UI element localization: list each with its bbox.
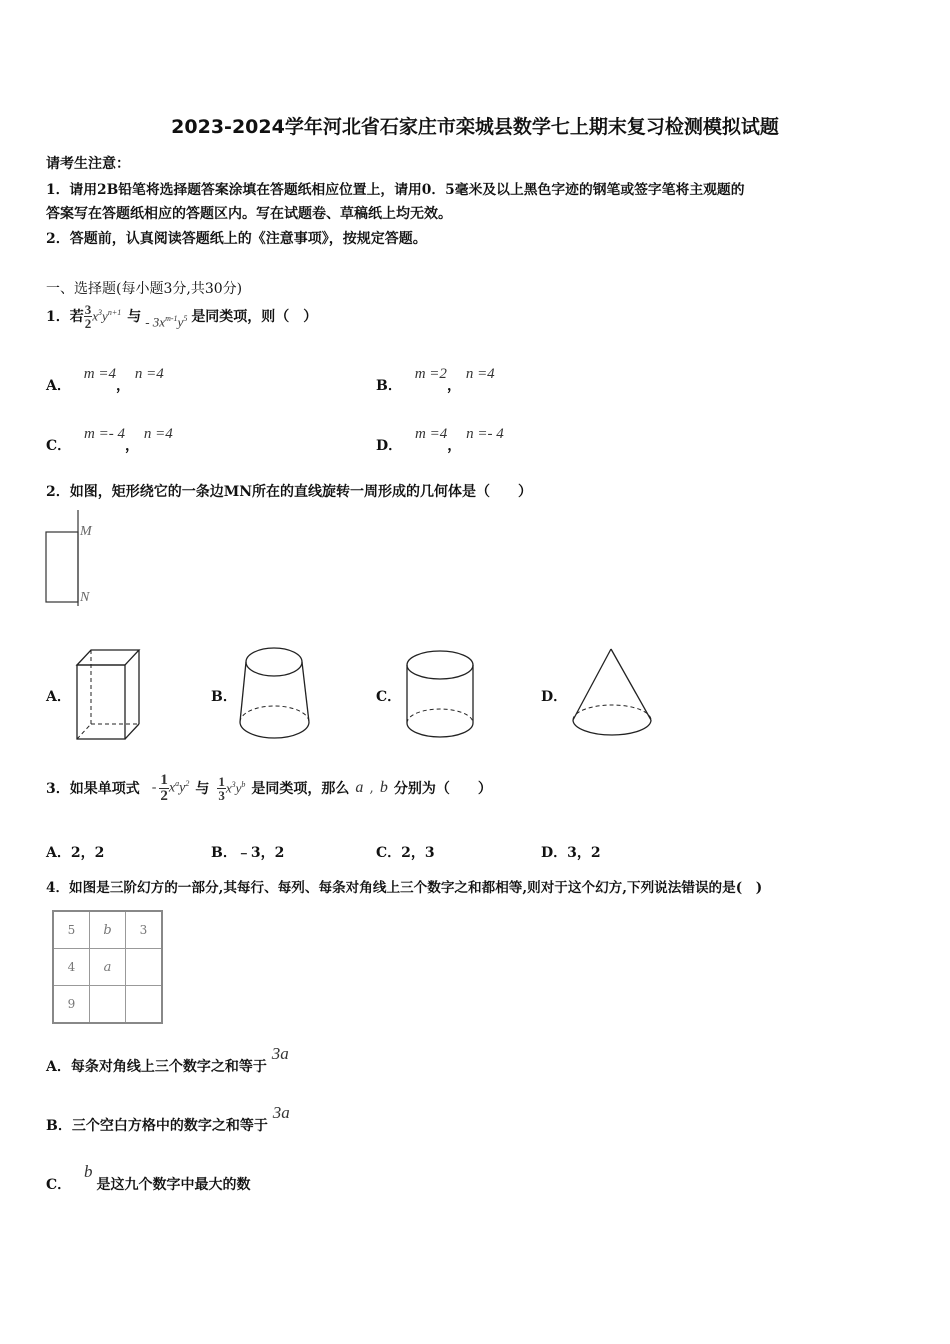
option-text: 每条对角线上三个数字之和等于 [70, 1059, 267, 1075]
option-label: A． [46, 845, 71, 861]
option-label: B． [376, 378, 402, 394]
option-text: 3，2 [567, 845, 601, 861]
q3-fraction-1 [159, 773, 169, 804]
q3-option-c[interactable] [376, 842, 435, 862]
comma: ， [446, 378, 461, 394]
option-label: A． [46, 378, 71, 394]
q1-term1-vars: $x^3y^{n+1}$ [92, 308, 122, 324]
q1-frac-num: 3 [84, 301, 92, 317]
q3-term2-vars: $x^3y^b$ [225, 779, 246, 796]
q3-option-a[interactable] [46, 842, 104, 862]
grid-cell: b [90, 911, 126, 949]
q3-frac2-den: 3 [218, 787, 225, 803]
option-label: A． [46, 1059, 71, 1075]
q3-prefix: 3．如果单项式 [46, 781, 140, 797]
grid-cell: 9 [53, 986, 90, 1024]
q1-a-m: m =4 [83, 366, 116, 382]
notice-line-3: 2．答题前，认真阅读答题纸上的《注意事项》，按规定答题。 [46, 231, 427, 247]
q1-option-b[interactable] [376, 366, 495, 395]
question-2: 2．如图，矩形绕它的一条边MN所在的直线旋转一周形成的几何体是（ ） [46, 484, 533, 500]
option-label: C． [46, 438, 72, 454]
grid-cell: 3 [126, 911, 163, 949]
grid-cell: a [90, 949, 126, 986]
grid-cell: 4 [53, 949, 90, 986]
q4-c-math: b [84, 1162, 93, 1181]
q2-prism-icon [74, 648, 144, 744]
q2-label-n: N [80, 590, 90, 605]
q3-minus: - [151, 780, 157, 795]
q2-frustum-icon [236, 645, 316, 745]
q1-term2: - $3x^{m-1}y^5$ [145, 314, 188, 330]
option-text: 2，3 [401, 845, 435, 861]
magic-square-grid [52, 910, 163, 1024]
q1-fraction [84, 303, 93, 330]
q3-frac2-num: 1 [218, 773, 225, 789]
q2-cylinder-icon [403, 645, 483, 745]
q3-fraction-2 [217, 775, 226, 802]
q3-var-b: b [379, 779, 388, 796]
notice-line-1: 1．请用2B铅笔将选择题答案涂填在答题纸相应位置上，请用0．5毫米及以上黑色字迹的钢笔或签字笔将主观题的 [46, 182, 745, 198]
q1-d-m: m =4 [415, 426, 448, 442]
q3-frac1-den: 2 [160, 787, 168, 804]
comma: ， [447, 438, 462, 454]
q1-term2-coef: - 3x [145, 314, 166, 330]
q3-option-d[interactable] [541, 842, 601, 862]
q1-mid: 与 [127, 309, 142, 326]
notice-line-2: 答案写在答题纸相应的答题区内。写在试题卷、草稿纸上均无效。 [46, 206, 452, 222]
option-text: 是这九个数字中最大的数 [96, 1177, 251, 1193]
question-3: 3．如果单项式 - $\frac{1}{2}$ $x^ay^2$ 与 $\frac{1}{3}$ $x^3y^b$ 是同类项，那么 a , b 分别为（ ） [46, 771, 492, 804]
option-label: B． [211, 845, 237, 861]
section-heading: 一、选择题(每小题3分,共30分) [46, 281, 243, 297]
q2-rectangle-figure [40, 508, 110, 608]
q3-mid: 与 [195, 781, 210, 797]
grid-cell [90, 986, 126, 1024]
q4-option-b[interactable] [46, 1103, 290, 1135]
grid-cell [126, 949, 163, 986]
q3-suffix-a: 是同类项，那么 [251, 781, 350, 797]
q1-option-d[interactable] [376, 426, 504, 455]
q2-cone-icon [569, 645, 659, 745]
q1-frac-den: 2 [84, 315, 92, 331]
q1-c-n: n =4 [143, 426, 173, 442]
q4-b-math: 3a [272, 1103, 290, 1122]
q3-frac1-num: 1 [160, 771, 168, 788]
option-label: C． [46, 1177, 72, 1193]
q4-option-c[interactable] [46, 1162, 251, 1194]
question-4: 4．如图是三阶幻方的一部分,其每行、每列、每条对角线上三个数字之和都相等,则对于这个幻方,下列说法错误的是( ) [46, 880, 763, 896]
page-title: 2023-2024学年河北省石家庄市栾城县数学七上期末复习检测模拟试题 [171, 116, 779, 138]
q1-option-c[interactable] [46, 426, 173, 455]
q1-b-m: m =2 [414, 366, 447, 382]
q3-suffix-b: 分别为（ ） [393, 781, 492, 797]
option-text: 2，2 [70, 845, 105, 861]
q1-option-a[interactable] [46, 366, 164, 395]
comma: ， [124, 438, 139, 454]
q4-option-a[interactable] [46, 1044, 289, 1076]
q3-option-b[interactable] [211, 842, 284, 862]
q2-option-a-label[interactable]: A． [46, 689, 71, 705]
q1-suffix: 是同类项，则（ ） [191, 309, 318, 326]
option-label: D． [376, 438, 403, 454]
notice-heading: 请考生注意： [46, 156, 130, 172]
q1-b-n: n =4 [465, 366, 495, 382]
option-label: D． [541, 845, 568, 861]
q2-label-m: M [80, 524, 92, 539]
option-label: B． [46, 1118, 72, 1134]
q3-term1-vars: $x^ay^2$ [168, 779, 190, 796]
option-text: ﹣3，2 [236, 845, 285, 861]
q1-prefix: 1．若 [46, 309, 84, 326]
q1-a-n: n =4 [134, 366, 164, 382]
q4-a-math: 3a [271, 1044, 289, 1063]
option-label: C． [376, 845, 402, 861]
q2-option-d-label[interactable]: D． [541, 689, 568, 705]
q1-c-m: m =- 4 [84, 426, 125, 442]
question-1 [46, 302, 317, 330]
q3-var-a: a [355, 779, 364, 796]
q2-option-b-label[interactable]: B． [211, 689, 237, 705]
option-text: 三个空白方格中的数字之和等于 [71, 1118, 268, 1134]
grid-cell [126, 986, 163, 1024]
q1-d-n: n =- 4 [466, 426, 504, 442]
q2-option-c-label[interactable]: C． [376, 689, 402, 705]
comma: ， [115, 378, 130, 394]
grid-cell: 5 [53, 911, 90, 949]
